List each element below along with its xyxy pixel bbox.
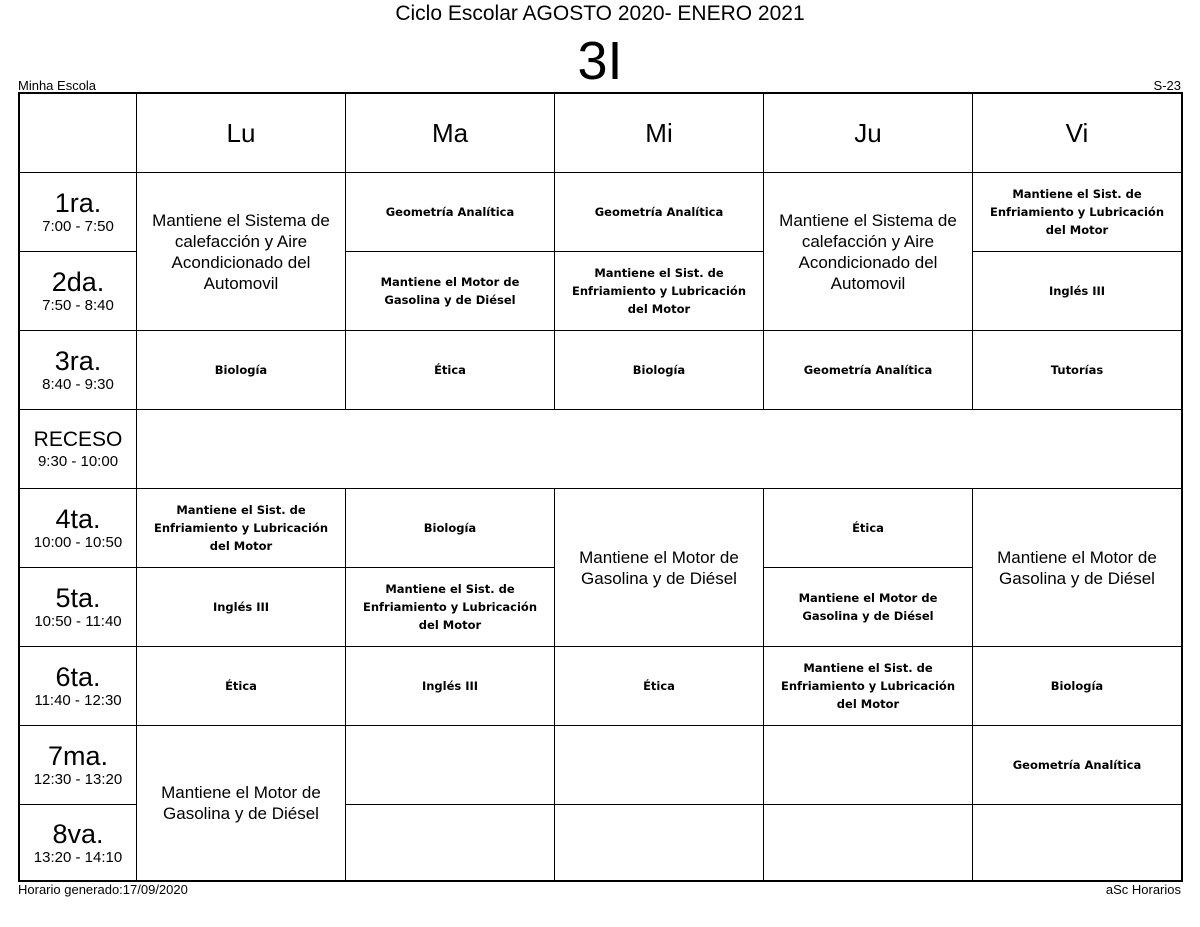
empty-cell (764, 726, 973, 805)
lesson-cell: Mantiene el Motor de Gasolina y de Diésel (137, 726, 346, 880)
period-time: 8:40 - 9:30 (42, 376, 114, 393)
software-credit: aSc Horarios (1105, 882, 1181, 897)
lesson-cell: Mantiene el Sist. de Enfriamiento y Lubricación del Motor (973, 173, 1181, 252)
lesson-cell: Mantiene el Sist. de Enfriamiento y Lubricación del Motor (764, 647, 973, 726)
lesson-cell: Geometría Analítica (973, 726, 1181, 805)
lesson-cell: Geometría Analítica (555, 173, 764, 252)
period-time: 7:00 - 7:50 (42, 218, 114, 235)
lesson-cell: Geometría Analítica (346, 173, 555, 252)
empty-cell (346, 726, 555, 805)
corner-cell (20, 94, 137, 173)
period-row-header (20, 331, 137, 410)
lesson-cell: Inglés III (346, 647, 555, 726)
period-name: 8va. (52, 818, 104, 849)
lesson-cell: Biología (973, 647, 1181, 726)
period-time: 9:30 - 10:00 (37, 453, 119, 470)
class-name: 3I (577, 31, 623, 91)
period-time: 13:20 - 14:10 (33, 848, 123, 866)
period-time: 12:30 - 13:20 (33, 771, 123, 788)
period-time: 11:40 - 12:30 (34, 692, 122, 709)
recess-cell (137, 410, 1181, 489)
lesson-cell: Mantiene el Sistema de calefacción y Aire Acondicionado del Automovil (764, 173, 973, 331)
day-header-ma: Ma (346, 94, 555, 173)
lesson-cell: Mantiene el Motor de Gasolina y de Diésel (973, 489, 1181, 647)
period-name: 7ma. (47, 741, 109, 771)
schedule-title: Ciclo Escolar AGOSTO 2020- ENERO 2021 (395, 2, 805, 25)
generated-date: Horario generado:17/09/2020 (18, 882, 188, 897)
period-row-header (20, 568, 137, 647)
period-name: 3ra. (54, 346, 102, 376)
lesson-cell: Mantiene el Sist. de Enfriamiento y Lubricación del Motor (137, 489, 346, 568)
period-name: 6ta. (55, 662, 101, 692)
school-name: Minha Escola (18, 78, 97, 93)
lesson-cell: Inglés III (973, 252, 1181, 331)
empty-cell (555, 726, 764, 805)
empty-cell (346, 805, 555, 880)
lesson-cell: Biología (346, 489, 555, 568)
lesson-cell: Ética (346, 331, 555, 410)
lesson-cell: Mantiene el Sist. de Enfriamiento y Lubricación del Motor (555, 252, 764, 331)
lesson-cell: Mantiene el Motor de Gasolina y de Diésel (764, 568, 973, 647)
period-row-header (20, 647, 137, 726)
lesson-cell: Biología (555, 331, 764, 410)
day-header-mi: Mi (555, 94, 764, 173)
empty-cell (555, 805, 764, 880)
day-header-vi: Vi (973, 94, 1181, 173)
lesson-cell: Tutorías (973, 331, 1181, 410)
period-time: 7:50 - 8:40 (42, 297, 114, 314)
lesson-cell: Mantiene el Sist. de Enfriamiento y Lubricación del Motor (346, 568, 555, 647)
period-name: 4ta. (55, 504, 101, 534)
day-header-lu: Lu (137, 94, 346, 173)
timetable-grid (18, 92, 1183, 882)
day-header-ju: Ju (764, 94, 973, 173)
period-row-header (20, 489, 137, 568)
recess-row-header (20, 410, 137, 489)
period-row-header (20, 726, 137, 805)
period-row-header (20, 252, 137, 331)
period-name: 2da. (51, 267, 105, 297)
lesson-cell: Ética (137, 647, 346, 726)
period-row-header (20, 173, 137, 252)
lesson-cell: Inglés III (137, 568, 346, 647)
lesson-cell: Mantiene el Sistema de calefacción y Aire Acondicionado del Automovil (137, 173, 346, 331)
period-row-header (20, 805, 137, 880)
period-name: 1ra. (54, 188, 102, 218)
lesson-cell: Mantiene el Motor de Gasolina y de Diésel (346, 252, 555, 331)
lesson-cell: Mantiene el Motor de Gasolina y de Diésel (555, 489, 764, 647)
period-time: 10:00 - 10:50 (33, 534, 123, 551)
period-name: 5ta. (55, 583, 101, 613)
period-name: RECESO (33, 428, 123, 451)
lesson-cell: Ética (555, 647, 764, 726)
period-time: 10:50 - 11:40 (34, 613, 122, 630)
lesson-cell: Geometría Analítica (764, 331, 973, 410)
empty-cell (764, 805, 973, 880)
lesson-cell: Biología (137, 331, 346, 410)
room-code: S-23 (1153, 78, 1181, 93)
empty-cell (973, 805, 1181, 880)
lesson-cell: Ética (764, 489, 973, 568)
